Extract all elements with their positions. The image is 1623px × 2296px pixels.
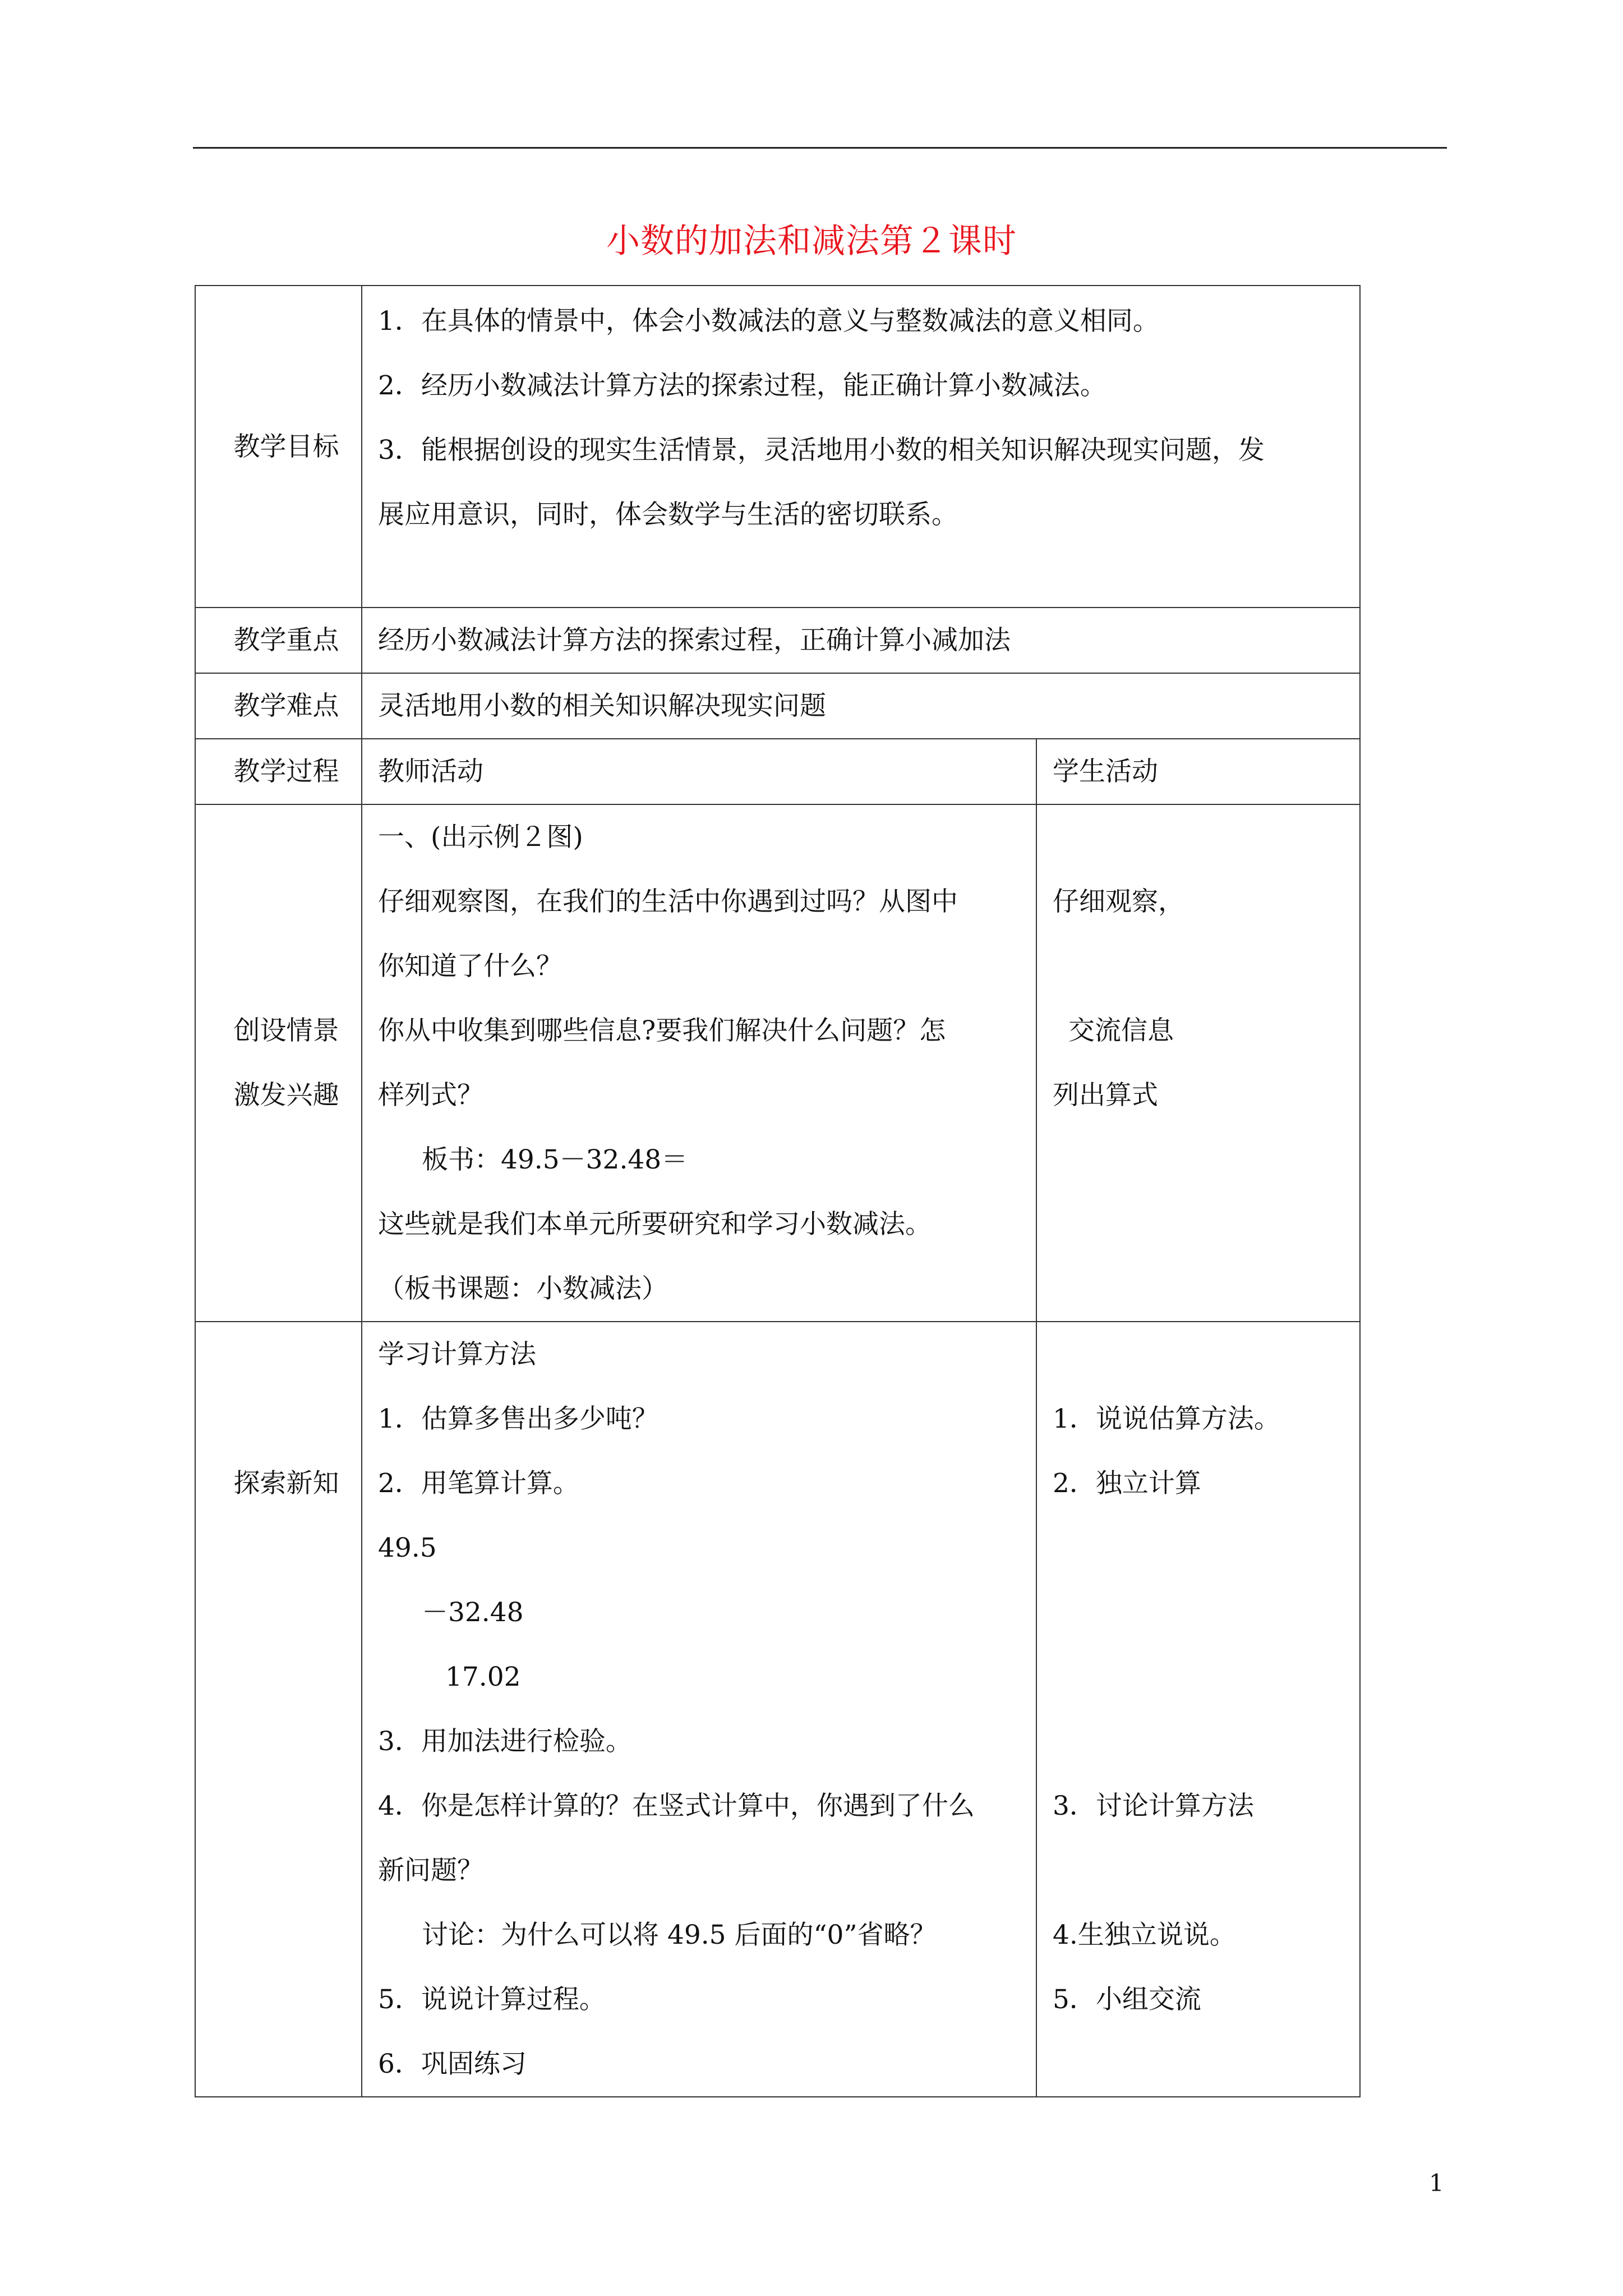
explore-student [1036, 1322, 1360, 2097]
scenario-label-line-1: 创设情景 [233, 1015, 339, 1046]
explore-student-line [1053, 1645, 1359, 1709]
explore-student-line: 1．说说估算方法。 [1053, 1404, 1280, 1434]
page-title: 小数的加法和减法第２课时 [606, 222, 1017, 261]
scenario-teacher-line: 你知道了什么？ [378, 951, 562, 982]
goal-line-4: 展应用意识，同时，体会数学与生活的密切联系。 [378, 499, 958, 530]
explore-row [195, 1322, 1360, 2097]
vertical-calc-minuend: 49.5 [378, 1533, 437, 1563]
explore-teacher-line: 1．估算多售出多少吨？ [378, 1404, 658, 1434]
scenario-teacher-line: 一、(出示例２图) [378, 822, 583, 853]
scenario-teacher-line: 样列式？ [378, 1080, 483, 1111]
scenario-teacher-line: 仔细观察图，在我们的生活中你遇到过吗？从图中 [378, 886, 958, 917]
explore-teacher-line: 5．说说计算过程。 [378, 1984, 606, 2015]
explore-student-line [1053, 1580, 1359, 1645]
scenario-student-line: 交流信息 [1068, 1015, 1174, 1046]
explore-student-line: 4.生独立说说。 [1053, 1920, 1236, 1950]
scenario-student-line [1053, 805, 1359, 869]
scenario-student-line: 列出算式 [1053, 1080, 1158, 1111]
explore-teacher [362, 1322, 1036, 2097]
explore-teacher-line: 讨论：为什么可以将 49.5 后面的“0”省略？ [422, 1920, 937, 1950]
scenario-label-line-2: 激发兴趣 [233, 1080, 339, 1111]
difficulty-label: 教学难点 [195, 673, 362, 739]
goals-row [195, 286, 1360, 608]
explore-student-line [1053, 1322, 1359, 1387]
header-rule [193, 147, 1447, 149]
goals-content [362, 286, 1360, 608]
goal-line-2: 2．经历小数减法计算方法的探索过程，能正确计算小数减法。 [378, 370, 1106, 401]
difficulty-row [195, 673, 1360, 739]
scenario-student [1036, 804, 1360, 1322]
scenario-teacher [362, 804, 1036, 1322]
explore-student-line [1053, 1516, 1359, 1580]
blackboard-expression: 板书：49.5－32.48＝ [422, 1144, 688, 1175]
difficulty-text: 灵活地用小数的相关知识解决现实问题 [362, 673, 1360, 739]
scenario-row [195, 804, 1360, 1322]
explore-student-line: 3．讨论计算方法 [1053, 1791, 1254, 1821]
explore-label: 探索新知 [195, 1322, 362, 2097]
scenario-teacher-line: 你从中收集到哪些信息?要我们解决什么问题？怎 [378, 1015, 946, 1046]
teacher-activity-header: 教师活动 [362, 739, 1036, 804]
process-header-row [195, 739, 1360, 804]
student-activity-header: 学生活动 [1036, 739, 1360, 804]
key-point-label: 教学重点 [195, 608, 362, 673]
explore-student-line [1053, 1709, 1359, 1774]
process-label: 教学过程 [195, 739, 362, 804]
explore-student-line: 5．小组交流 [1053, 1984, 1201, 2015]
scenario-student-line: 仔细观察， [1053, 886, 1184, 917]
vertical-calc-result: 17.02 [445, 1662, 521, 1692]
scenario-teacher-line: （板书课题：小数减法） [378, 1273, 668, 1304]
explore-student-line [1053, 1838, 1359, 1903]
explore-teacher-line: 4．你是怎样计算的？在竖式计算中，你遇到了什么 [378, 1791, 975, 1821]
key-point-text: 经历小数减法计算方法的探索过程，正确计算小减加法 [362, 608, 1360, 673]
key-point-row [195, 608, 1360, 673]
explore-teacher-line: 学习计算方法 [378, 1339, 536, 1370]
page-number: 1 [1429, 2169, 1444, 2197]
scenario-label [195, 804, 362, 1322]
goals-label: 教学目标 [195, 286, 362, 608]
explore-teacher-line: 新问题？ [378, 1855, 483, 1886]
explore-teacher-line: 2．用笔算计算。 [378, 1468, 579, 1499]
vertical-calc-subtrahend: －32.48 [422, 1597, 524, 1628]
explore-student-line: 2．独立计算 [1053, 1468, 1201, 1499]
scenario-teacher-line: 这些就是我们本单元所要研究和学习小数减法。 [378, 1209, 932, 1240]
explore-teacher-line: 3．用加法进行检验。 [378, 1726, 632, 1757]
goal-line-1: 1．在具体的情景中，体会小数减法的意义与整数减法的意义相同。 [378, 306, 1159, 337]
goal-line-3: 3．能根据创设的现实生活情景，灵活地用小数的相关知识解决现实问题，发 [378, 435, 1265, 466]
lesson-plan-table [195, 285, 1361, 2097]
explore-teacher-line: 6．巩固练习 [378, 2049, 527, 2079]
scenario-student-line [1053, 934, 1359, 999]
